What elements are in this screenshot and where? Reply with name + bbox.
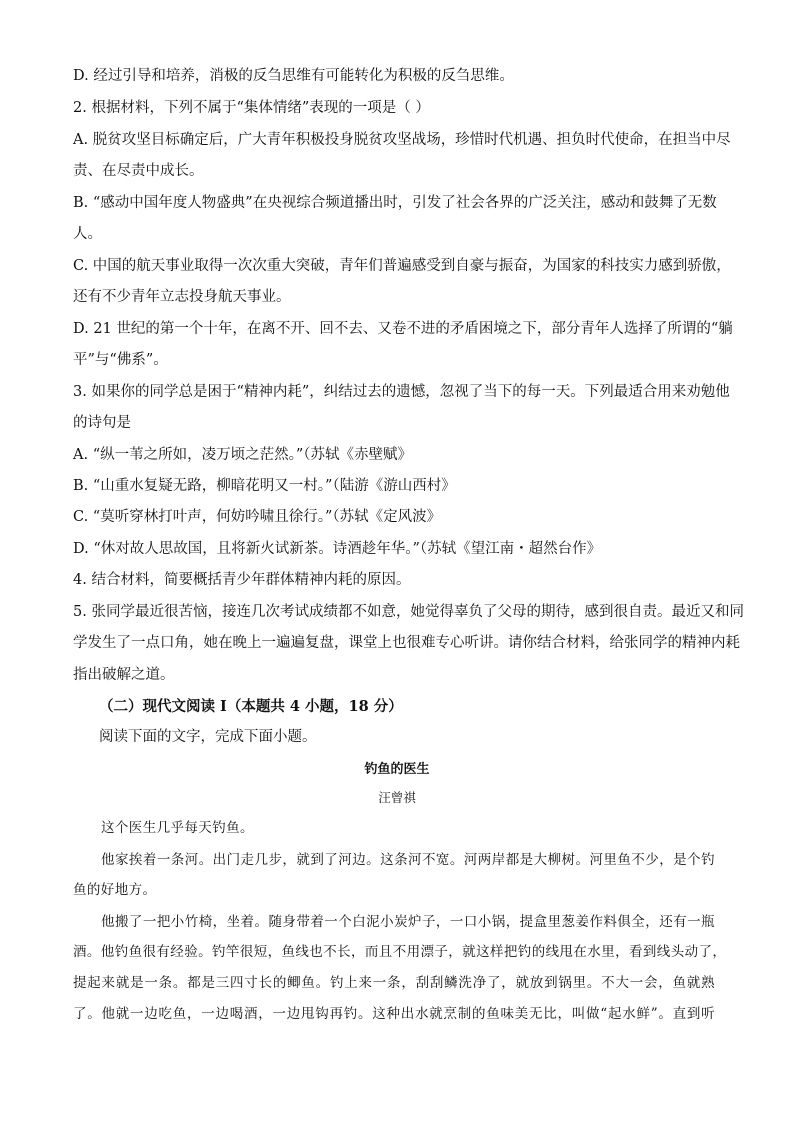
q5-stem-line3: 指出破解之道。 [73, 667, 175, 683]
q2-option-a-line2: 责、在尽责中成长。 [73, 163, 204, 179]
q2-option-d-line2: 平”与“佛系”。 [73, 352, 168, 368]
section-instruction: 阅读下面的文字，完成下面小题。 [99, 729, 317, 745]
q2-option-c-line2: 还有不少青年立志投身航天事业。 [73, 289, 291, 305]
article-author: 汪曾祺 [378, 790, 416, 805]
q3-option-b: B. “山重水复疑无路，柳暗花明又一村。”（陆游《游山西村》 [73, 478, 456, 494]
q3-stem-line2: 的诗句是 [73, 415, 131, 431]
q3-stem-line1: 3. 如果你的同学总是困于“精神内耗”，纠结过去的遗憾，忽视了当下的每一天。下列最适合用来劝勉他 [73, 384, 730, 400]
q2-option-b-line1: B. “感动中国年度人物盛典”在央视综合频道播出时，引发了社会各界的广泛关注，感动和鼓舞了无数 [73, 195, 717, 211]
q2-option-d-line1: D. 21 世纪的第一个十年，在离不开、回不去、又卷不进的矛盾困境之下，部分青年人选择了所谓的“躺 [73, 321, 733, 337]
q3-option-c: C. “莫听穿林打叶声，何妨吟啸且徐行。”（苏轼《定风波》 [73, 509, 442, 525]
article-title: 钓鱼的医生 [364, 762, 430, 777]
q2-option-a-line1: A. 脱贫攻坚目标确定后，广大青年积极投身脱贫攻坚战场，珍惜时代机遇、担负时代使命，在担当中尽 [73, 132, 731, 148]
q1-option-d: D. 经过引导和培养，消极的反刍思维有可能转化为积极的反刍思维。 [73, 68, 514, 84]
article-paragraph-1: 这个医生几乎每天钓鱼。 [101, 820, 254, 836]
article-paragraph-3-line3: 提起来就是一条。都是三四寸长的鲫鱼。钓上来一条，刮刮鳞洗净了，就放到锅里。不大一会，鱼就熟 [73, 975, 715, 991]
q4-stem: 4. 结合材料，简要概括青少年群体精神内耗的原因。 [73, 572, 411, 588]
article-paragraph-2-line2: 鱼的好地方。 [73, 882, 157, 898]
article-paragraph-3-line2: 酒。他钓鱼很有经验。钓竿很短，鱼线也不长，而且不用漂子，就这样把钓的线甩在水里，看到线头动了， [73, 944, 727, 960]
q5-stem-line1: 5. 张同学最近很苦恼，接连几次考试成绩都不如意，她觉得辜负了父母的期待，感到很自责。最近又和同 [73, 604, 744, 620]
q2-stem: 2. 根据材料，下列不属于“集体情绪”表现的一项是（ ） [73, 100, 430, 116]
section-heading: （二）现代文阅读 I（本题共 4 小题，18 分） [99, 698, 403, 715]
q3-option-a: A. “纵一苇之所如，凌万顷之茫然。”（苏轼《赤壁赋》 [73, 447, 413, 463]
article-paragraph-2-line1: 他家挨着一条河。出门走几步，就到了河边。这条河不宽。河两岸都是大柳树。河里鱼不少，是个钓 [101, 852, 715, 868]
article-paragraph-3-line4: 了。他就一边吃鱼，一边喝酒，一边甩钩再钓。这种出水就烹制的鱼味美无比，叫做“起水鲜”。直到听 [73, 1006, 715, 1022]
q2-option-c-line1: C. 中国的航天事业取得一次次重大突破，青年们普遍感受到自豪与振奋，为国家的科技实力感到骄傲， [73, 258, 731, 274]
q2-option-b-line2: 人。 [73, 226, 102, 242]
article-paragraph-3-line1: 他搬了一把小竹椅，坐着。随身带着一个白泥小炭炉子，一口小锅，提盒里葱姜作料俱全，还有一瓶 [101, 914, 715, 930]
q5-stem-line2: 学发生了一点口角，她在晚上一遍遍复盘，课堂上也很难专心听讲。请你结合材料，给张同学的精神内耗 [73, 635, 740, 651]
q3-option-d: D. “休对故人思故国，且将新火试新茶。诗酒趁年华。”（苏轼《望江南・超然台作》 [73, 541, 602, 557]
